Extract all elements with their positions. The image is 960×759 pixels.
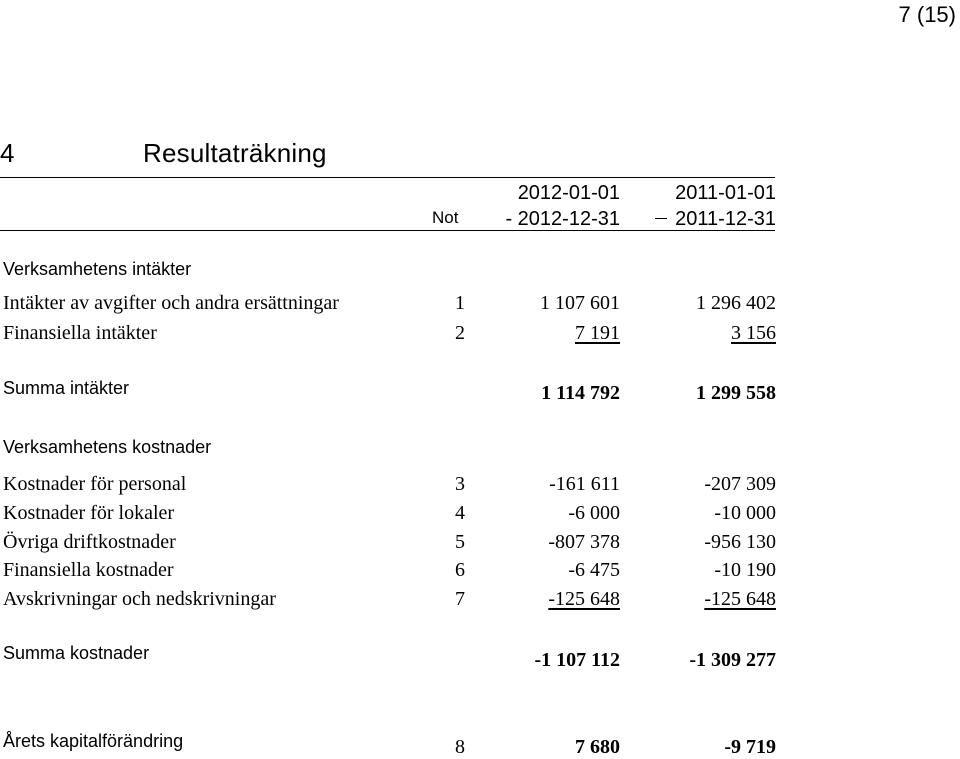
income-total-label: Summa intäkter — [3, 378, 130, 398]
result-previous: -9 719 — [724, 736, 776, 758]
col2-header-start: 2011-01-01 — [675, 182, 776, 204]
cost-row-current: -161 611 — [549, 473, 620, 495]
income-row-label: Intäkter av avgifter och andra ersättningar — [3, 292, 339, 314]
cost-row-previous: -956 130 — [704, 531, 776, 553]
result-label: Årets kapitalförändring — [3, 731, 184, 751]
cost-row-current: -807 378 — [548, 531, 620, 553]
cost-row-label: Kostnader för lokaler — [3, 502, 175, 524]
income-row-note: 1 — [455, 292, 465, 314]
cost-row-note: 3 — [455, 473, 465, 495]
cost-row-current: -125 648 — [548, 588, 620, 610]
cost-row-current: -6 000 — [568, 502, 620, 524]
costs-total-current: -1 107 112 — [534, 649, 620, 671]
col1-header-end: - 2012-12-31 — [505, 208, 620, 230]
result-current: 7 680 — [575, 736, 620, 758]
income-row-note: 2 — [455, 322, 465, 344]
cost-row-previous: -10 000 — [714, 502, 776, 524]
cost-row-previous: -125 648 — [704, 588, 776, 610]
col2-header-dash — [655, 218, 667, 219]
costs-heading: Verksamhetens kostnader — [3, 437, 212, 457]
income-row-previous: 1 296 402 — [696, 292, 776, 314]
cost-row-note: 6 — [455, 559, 465, 581]
income-row-previous: 3 156 — [731, 322, 776, 344]
cost-row-label: Kostnader för personal — [3, 473, 187, 495]
cost-row-note: 7 — [455, 588, 465, 610]
col1-header-start: 2012-01-01 — [517, 182, 620, 204]
income-total-current: 1 114 792 — [541, 382, 620, 404]
cost-row-label: Avskrivningar och nedskrivningar — [3, 588, 276, 610]
costs-total-label: Summa kostnader — [3, 643, 150, 663]
cost-row-previous: -10 190 — [714, 559, 776, 581]
cost-row-previous: -207 309 — [704, 473, 776, 495]
cost-row-label: Övriga driftkostnader — [3, 531, 176, 553]
cost-row-label: Finansiella kostnader — [3, 559, 174, 581]
header-bottom-rule — [0, 230, 775, 231]
cost-row-note: 4 — [455, 502, 465, 524]
income-row-label: Finansiella intäkter — [3, 322, 157, 344]
income-total-previous: 1 299 558 — [696, 382, 776, 404]
costs-total-previous: -1 309 277 — [689, 649, 776, 671]
cost-row-current: -6 475 — [568, 559, 620, 581]
income-heading: Verksamhetens intäkter — [3, 259, 192, 279]
income-row-current: 7 191 — [575, 322, 620, 344]
cost-row-note: 5 — [455, 531, 465, 553]
page-number: 7 (15) — [898, 2, 956, 27]
header-top-rule — [0, 177, 775, 178]
col2-header-end: 2011-12-31 — [675, 208, 776, 230]
section-title: Resultaträkning — [143, 138, 327, 168]
section-number: 4 — [0, 138, 15, 168]
result-note: 8 — [455, 736, 465, 758]
income-row-current: 1 107 601 — [540, 292, 620, 314]
note-column-header: Not — [432, 208, 459, 227]
